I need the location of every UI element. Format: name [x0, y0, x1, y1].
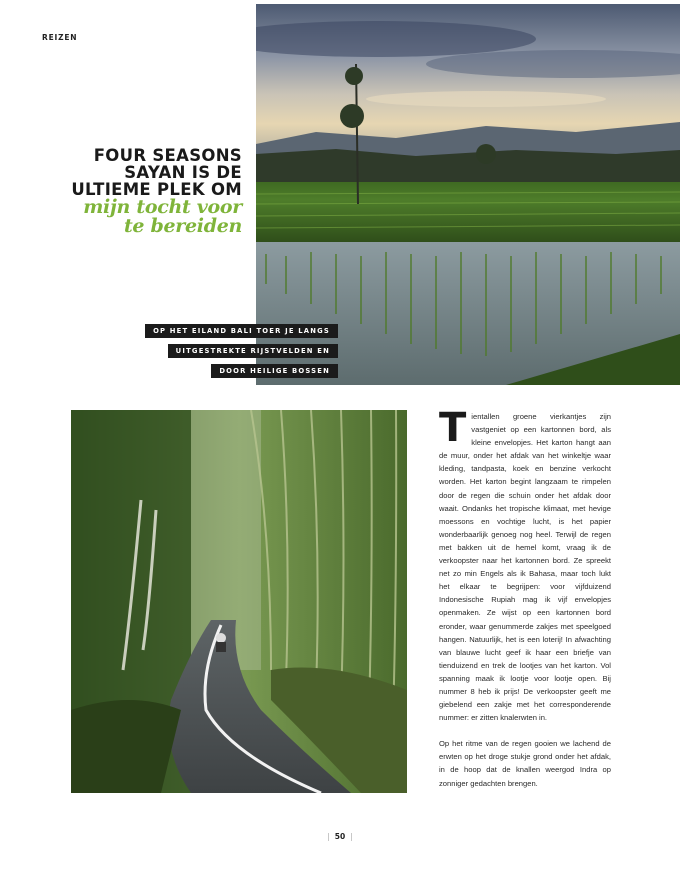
headline-line-3: ULTIEME PLEK OM: [71, 180, 242, 199]
intro-line-2: UITGESTREKTE RIJSTVELDEN EN: [168, 344, 338, 358]
headline: [42, 147, 242, 236]
intro-line-3: DOOR HEILIGE BOSSEN: [211, 364, 338, 378]
headline-script-line-1: mijn tocht voor: [83, 196, 242, 218]
headline-line-1: FOUR SEASONS: [93, 146, 242, 165]
article-paragraph-1: [439, 405, 611, 724]
headline-line-2: SAYAN IS DE: [124, 163, 242, 182]
intro-line-1: OP HET EILAND BALI TOER JE LANGS: [145, 324, 338, 338]
bamboo-road-photo: [71, 410, 407, 793]
section-label: REIZEN: [42, 33, 78, 42]
article-paragraph-1-text: ientallen groene vierkantjes zijn vastgeniet op een kartonnen bord, als kleine envelopjes. Het karton hangt aan de muur, onder het afdak van het winkeltje waar kleding, tandpasta, koek en benzine verkocht worden. Het karton begint langzaam te rimpelen door de regen die schuin onder het afdak door waait. Ondanks het tropische klimaat, met hevige moessons en vochtige lucht, is het papier wonderbaarlijk genoeg nog heel. Terwijl de regen met bakken uit de hemel komt, vraag ik de verkoopster naar het kartonnen bord. Ze spreekt net zo min Engels als ik Bahasa, maar toch lukt het elkaar te begrijpen: voor vijfduizend Indonesische Rupiah mag ik vijf envelopjes openmaken. Ze wijst op een kartonnen bord eronder, waar genummerde zakjes met speelgoed hangen. Natuurlijk, het is een loterij! In afwachting van blauwe lucht geef ik haar een briefje van tienduizend en trek de lootjes van het karton. Vol spanning maak ik lootje voor lootje open. Bij nummer 8 heb ik prijs! De verkoopster geeft me giebelend een zakje met het corresponderende nummer: er zitten knalerwten in.: [439, 412, 611, 723]
page-number-divider-right: |: [350, 832, 353, 841]
page-number: [0, 832, 680, 841]
drop-cap: T: [439, 405, 467, 451]
article-body: [439, 405, 611, 803]
headline-script-line-2: te bereiden: [123, 215, 242, 237]
article-paragraph-2: Op het ritme van de regen gooien we lachend de erwten op het droge stukje grond onder het afdak, in de hoop dat de knallen weergod Indra op zonniger gedachten brengen.: [439, 739, 611, 788]
page-number-value: 50: [334, 832, 346, 841]
intro-lead: [98, 320, 338, 380]
page-number-divider-left: |: [327, 832, 330, 841]
